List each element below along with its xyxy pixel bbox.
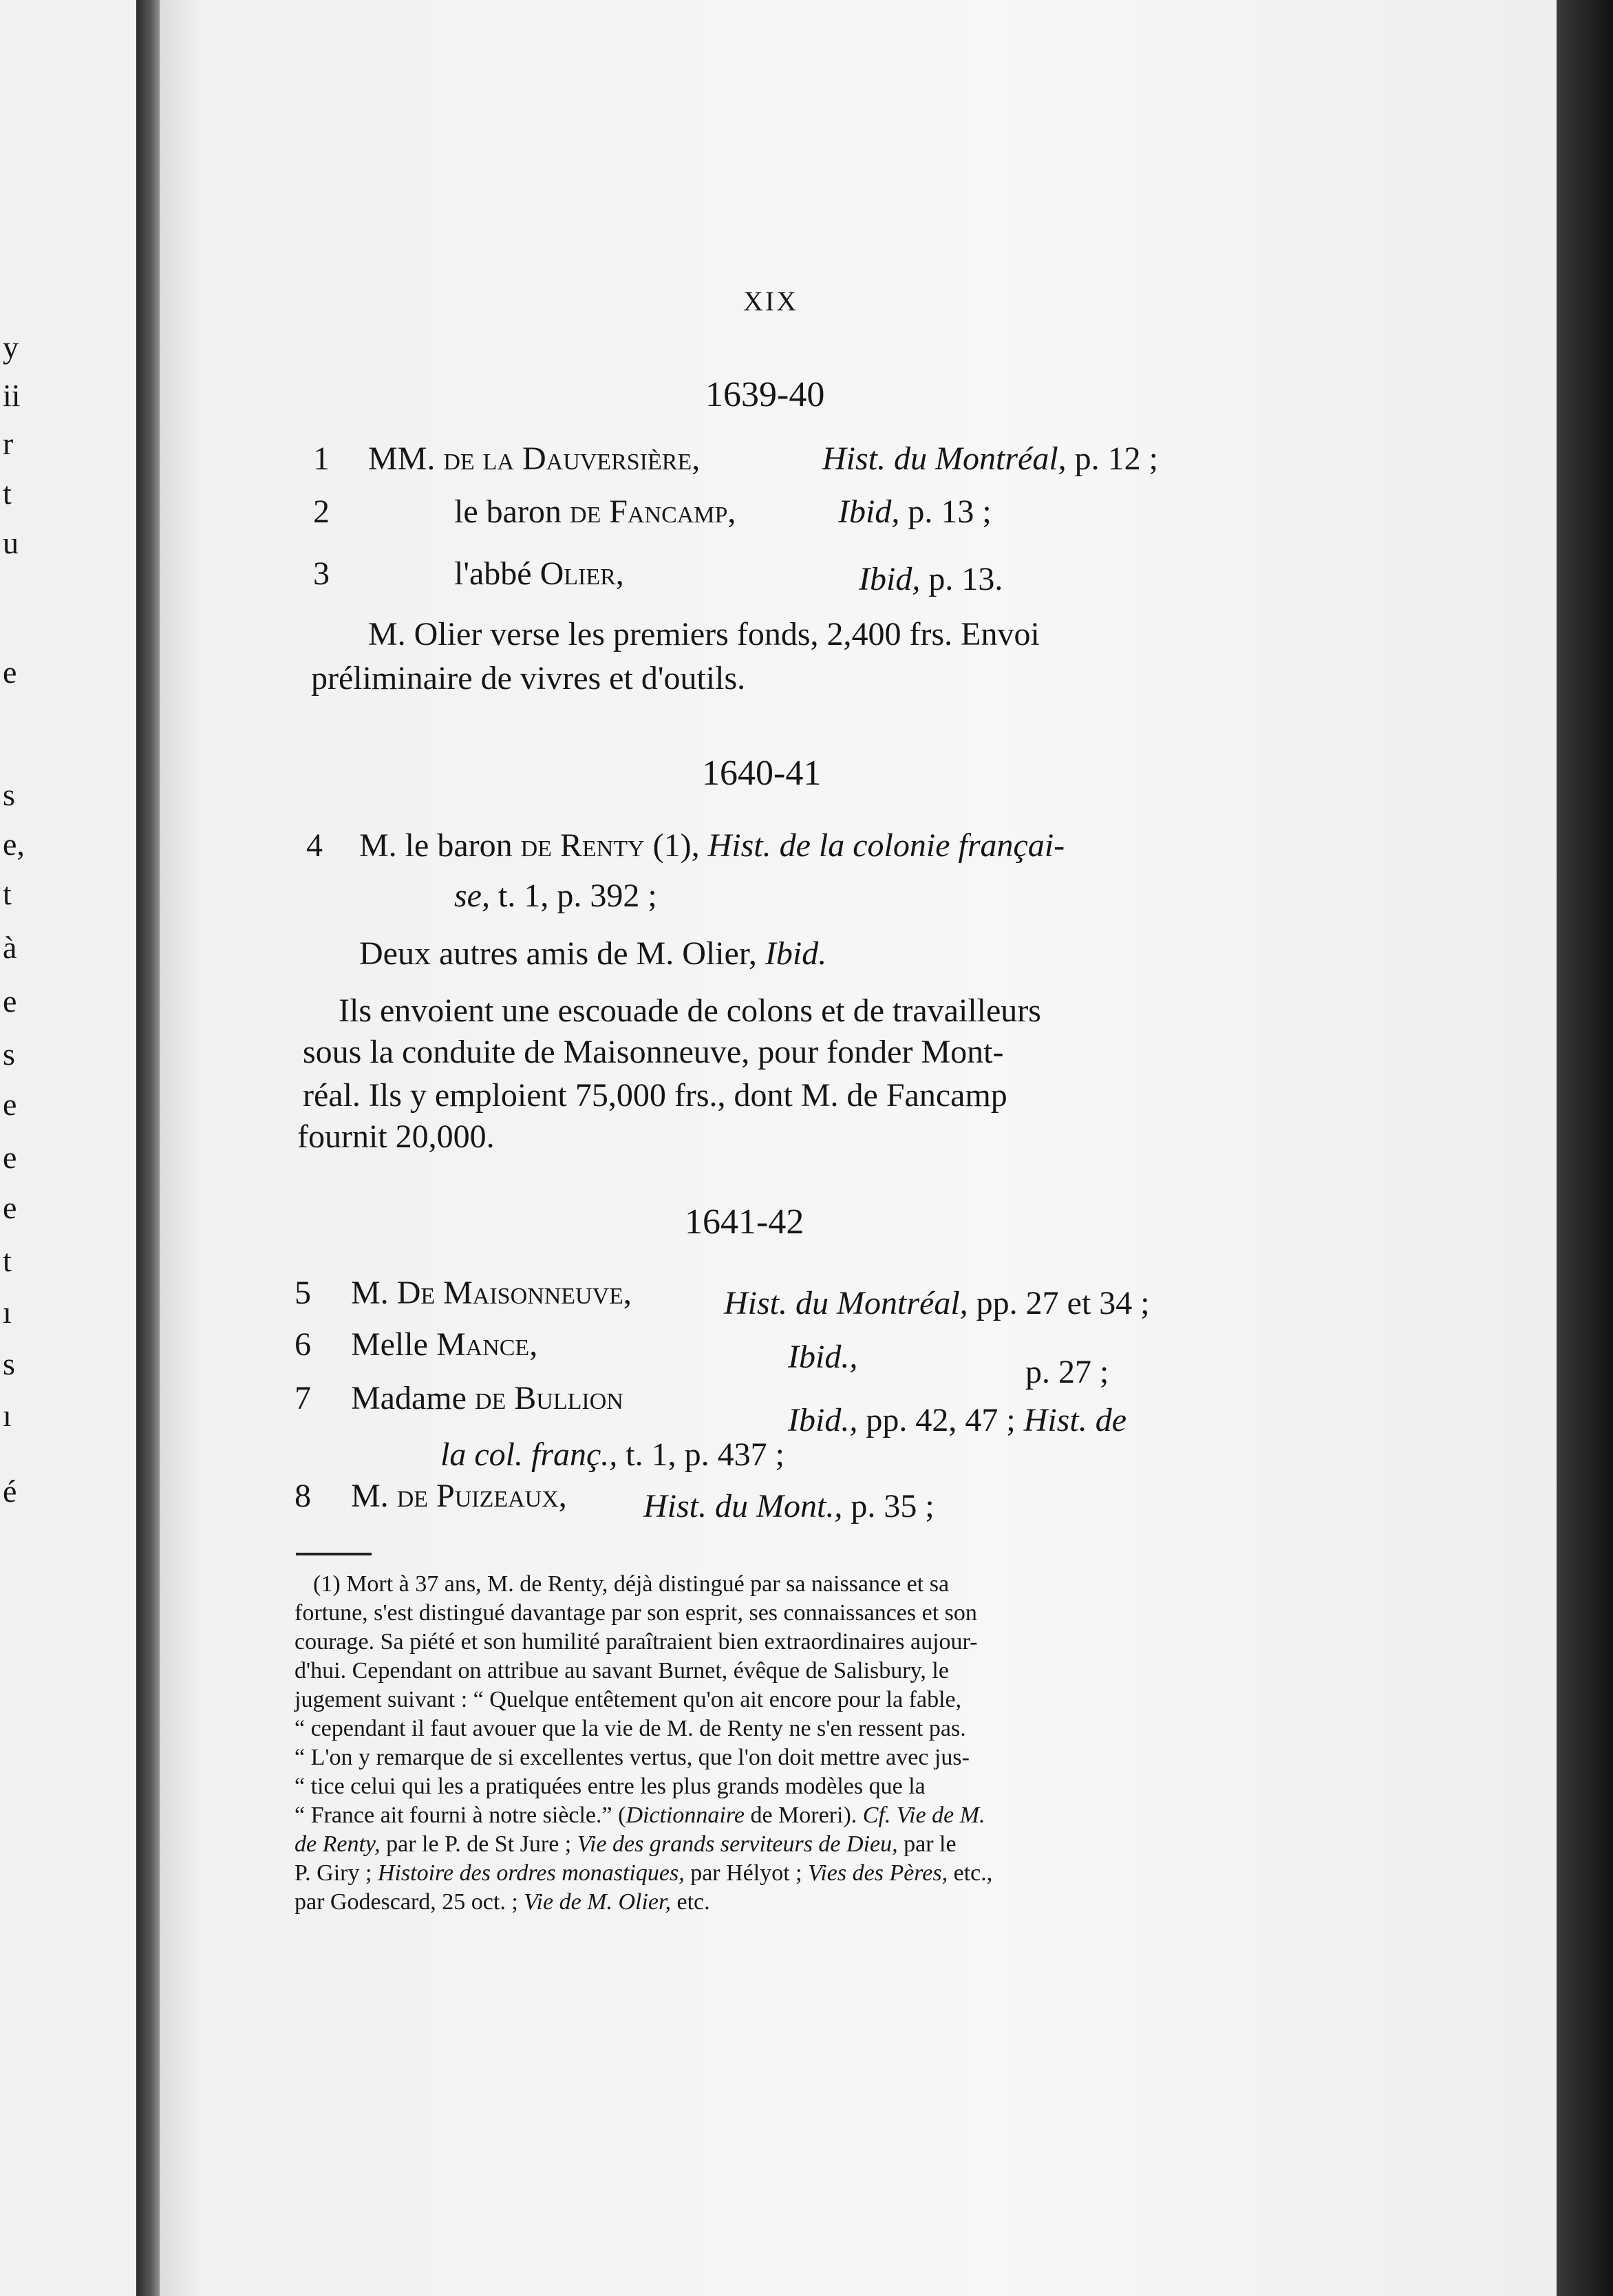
left-page-char: é [3,1474,17,1509]
entry-6-name: Mance, [436,1326,538,1363]
paragraph-line: préliminaire de vivres et d'outils. [311,660,746,697]
entry-6-reference: Ibid., [788,1339,858,1375]
footnote-line: d'hui. Cependant on attribue au savant Burnet, évêque de Salisbury, le [295,1658,949,1683]
deux-autres-line: Deux autres amis de M. Olier, Ibid. [359,935,827,972]
footnote-line: courage. Sa piété et son humilité paraîtraient bien extraordinaires aujour- [295,1629,978,1655]
paragraph-line: Ils envoient une escouade de colons et de travailleurs [339,992,1041,1029]
entry-number: 8 [295,1478,311,1514]
footnote-line: fortune, s'est distingué davantage par son esprit, ses connaissances et son [295,1600,977,1626]
left-page-char: y [3,330,19,365]
left-page-char: e [3,1087,17,1122]
page-number: XIX [743,286,799,317]
footnote-line: “ tice celui qui les a pratiquées entre les plus grands modèles que la [295,1774,926,1799]
entry-4-name: de Renty [520,827,645,864]
left-page-char: e [3,984,17,1019]
left-page-char: ii [3,378,21,413]
entry-8-name: de Puizeaux, [396,1478,567,1514]
entry-number: 3 [313,555,330,592]
entry-number: 2 [313,493,330,530]
left-page-char: t [3,476,12,511]
left-page-char: t [3,1243,12,1278]
footnote-line: jugement suivant : “ Quelque entêtement qu'on ait encore pour la fable, [295,1687,962,1712]
footnote-line: “ France ait fourni à notre siècle.” (Dictionnaire de Moreri). Cf. Vie de M. [295,1803,985,1828]
left-page-char: s [3,1037,15,1072]
footnote-rule [296,1553,372,1555]
right-edge-shadow [1557,0,1613,2296]
footnote-line: par Godescard, 25 oct. ; Vie de M. Olier, etc. [295,1889,710,1915]
book-gutter [136,0,161,2296]
entry-4-continuation: se, t. 1, p. 392 ; [454,878,657,914]
entry-8-reference: Hist. du Mont., p. 35 ; [643,1488,934,1524]
left-page-char: e [3,655,17,690]
footnote-line: “ cependant il faut avouer que la vie de M. de Renty ne s'en ressent pas. [295,1716,966,1741]
entry-2-line: le baron de Fancamp, [454,493,736,530]
footnote-line: de Renty, par le P. de St Jure ; Vie des grands serviteurs de Dieu, par le [295,1831,957,1857]
left-page-char: s [3,777,15,812]
left-page-char: u [3,525,19,560]
left-page-char: à [3,930,17,965]
entry-number: 6 [295,1326,311,1363]
left-page-char: e [3,1140,17,1175]
entry-2-name: de Fancamp, [569,493,736,530]
section-heading-1641-42: 1641-42 [685,1202,804,1242]
left-page-char: t [3,876,12,911]
paragraph-line: réal. Ils y emploient 75,000 frs., dont M. de Fancamp [303,1077,1007,1114]
entry-number: 7 [295,1380,311,1416]
entry-7-name: de Bullion [474,1380,623,1416]
entry-7-reference: Ibid., pp. 42, 47 ; Hist. de [788,1402,1126,1438]
entry-6-line: Melle Mance, [351,1326,538,1363]
section-heading-1639-40: 1639-40 [705,375,825,414]
paragraph-line: fournit 20,000. [297,1118,495,1155]
entry-1-reference: Hist. du Montréal, p. 12 ; [822,440,1158,477]
left-page-char: ı [3,1398,12,1433]
entry-7-line: Madame de Bullion [351,1380,623,1416]
entry-number: 4 [306,827,323,864]
paragraph-line: M. Olier verse les premiers fonds, 2,400 frs. Envoi [368,616,1040,652]
entry-3-line: l'abbé Olier, [454,555,624,592]
entry-8-line: M. de Puizeaux, [351,1478,567,1514]
footnote-line: “ L'on y remarque de si excellentes vertus, que l'on doit mettre avec jus- [295,1745,970,1770]
entry-2-reference: Ibid, p. 13 ; [838,493,992,530]
entry-1-name: de la Dauversière, [443,440,701,477]
entry-3-reference: Ibid, p. 13. [859,561,1003,597]
footnote-line: (1) Mort à 37 ans, M. de Renty, déjà distingué par sa naissance et sa [313,1571,950,1597]
footnote-line: P. Giry ; Histoire des ordres monastiques, par Hélyot ; Vies des Pères, etc., [295,1860,993,1886]
entry-4-line: M. le baron de Renty (1), Hist. de la colonie françai- [359,827,1065,864]
left-page-char: r [3,426,14,461]
entry-6-page: p. 27 ; [1025,1354,1109,1390]
entry-number: 5 [295,1275,311,1311]
left-page-char: ı [3,1295,12,1330]
entry-5-name: De Maisonneuve, [396,1275,632,1311]
entry-5-line: M. De Maisonneuve, [351,1275,632,1311]
section-heading-1640-41: 1640-41 [702,754,822,793]
entry-1-line: MM. de la Dauversière, [368,440,701,477]
left-page-fragment [0,0,138,2296]
left-page-char: e [3,1190,17,1225]
entry-number: 1 [313,440,330,477]
left-page-char: e, [3,827,25,862]
left-page-char: s [3,1346,15,1381]
paragraph-line: sous la conduite de Maisonneuve, pour fonder Mont- [303,1034,1004,1070]
entry-5-reference: Hist. du Montréal, pp. 27 et 34 ; [724,1285,1150,1321]
entry-7-continuation: la col. franç., t. 1, p. 437 ; [440,1436,784,1473]
entry-3-name: Olier, [540,555,624,592]
